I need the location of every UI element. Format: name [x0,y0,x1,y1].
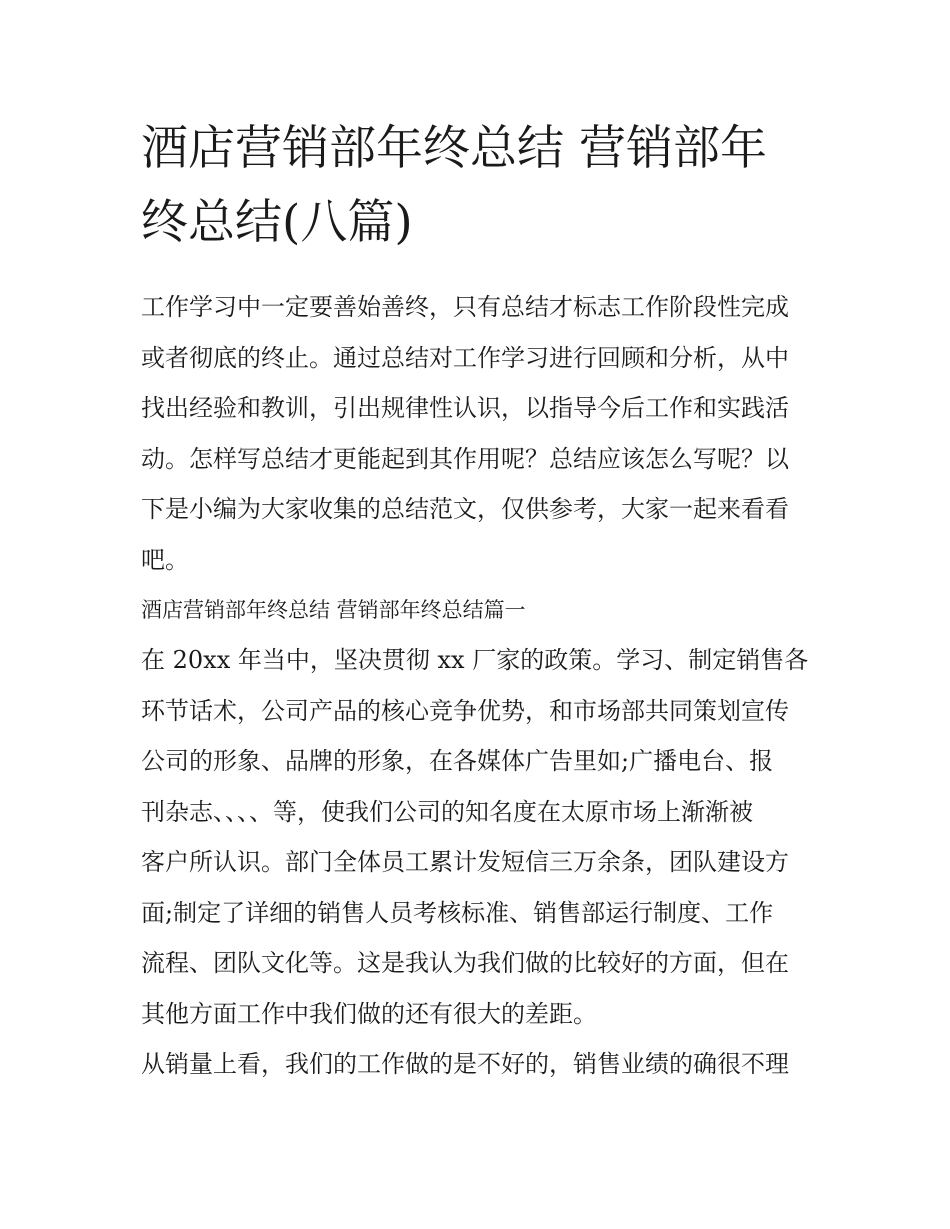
text-line: 找出经验和教训，引出规律性认识，以指导今后工作和实践活 [141,394,789,422]
text-line: 流程、团队文化等。这是我认为我们做的比较好的方面，但在 [141,949,789,977]
intro-paragraph [141,282,813,585]
text-line: 环节话术，公司产品的核心竞争优势，和市场部共同策划宣传 [141,696,789,725]
text-line: 下是小编为大家收集的总结范文，仅供参考，大家一起来看看 [141,495,789,523]
text-line: 吧。 [141,545,189,574]
text-line: 其他方面工作中我们做的还有很大的差距。 [141,999,597,1028]
section-heading: 酒店营销部年终总结 营销部年终总结篇一 [141,598,526,622]
text-line: 动。怎样写总结才更能起到其作用呢？总结应该怎么写呢？以 [141,444,789,473]
text-line: 或者彻底的终止。通过总结对工作学习进行回顾和分析，从中 [141,343,789,372]
text-line: 刊杂志、、、、等，使我们公司的知名度在太原市场上渐渐被 [141,797,753,826]
text-line: 工作学习中一定要善始善终，只有总结才标志工作阶段性完成 [141,293,789,321]
text-line: 从销量上看，我们的工作做的是不好的，销售业绩的确很不理 [141,1050,789,1078]
text-line: 面;制定了详细的销售人员考核标准、销售部运行制度、工作 [141,898,774,927]
text-line: 公司的形象、品牌的形象，在各媒体广告里如;广播电台、报 [141,747,774,775]
text-line: 在 20xx 年当中，坚决贯彻 xx 厂家的政策。学习、制定销售各 [141,646,809,674]
text-line: 客户所认识。部门全体员工累计发短信三万余条，团队建设方 [141,848,789,876]
title-line: 终总结(八篇) [141,195,413,250]
title-line: 酒店营销部年终总结 营销部年 [141,121,767,176]
document-content [141,112,813,1090]
document-title [141,112,813,260]
next-paragraph [141,1039,813,1090]
body-paragraph [141,635,813,1039]
